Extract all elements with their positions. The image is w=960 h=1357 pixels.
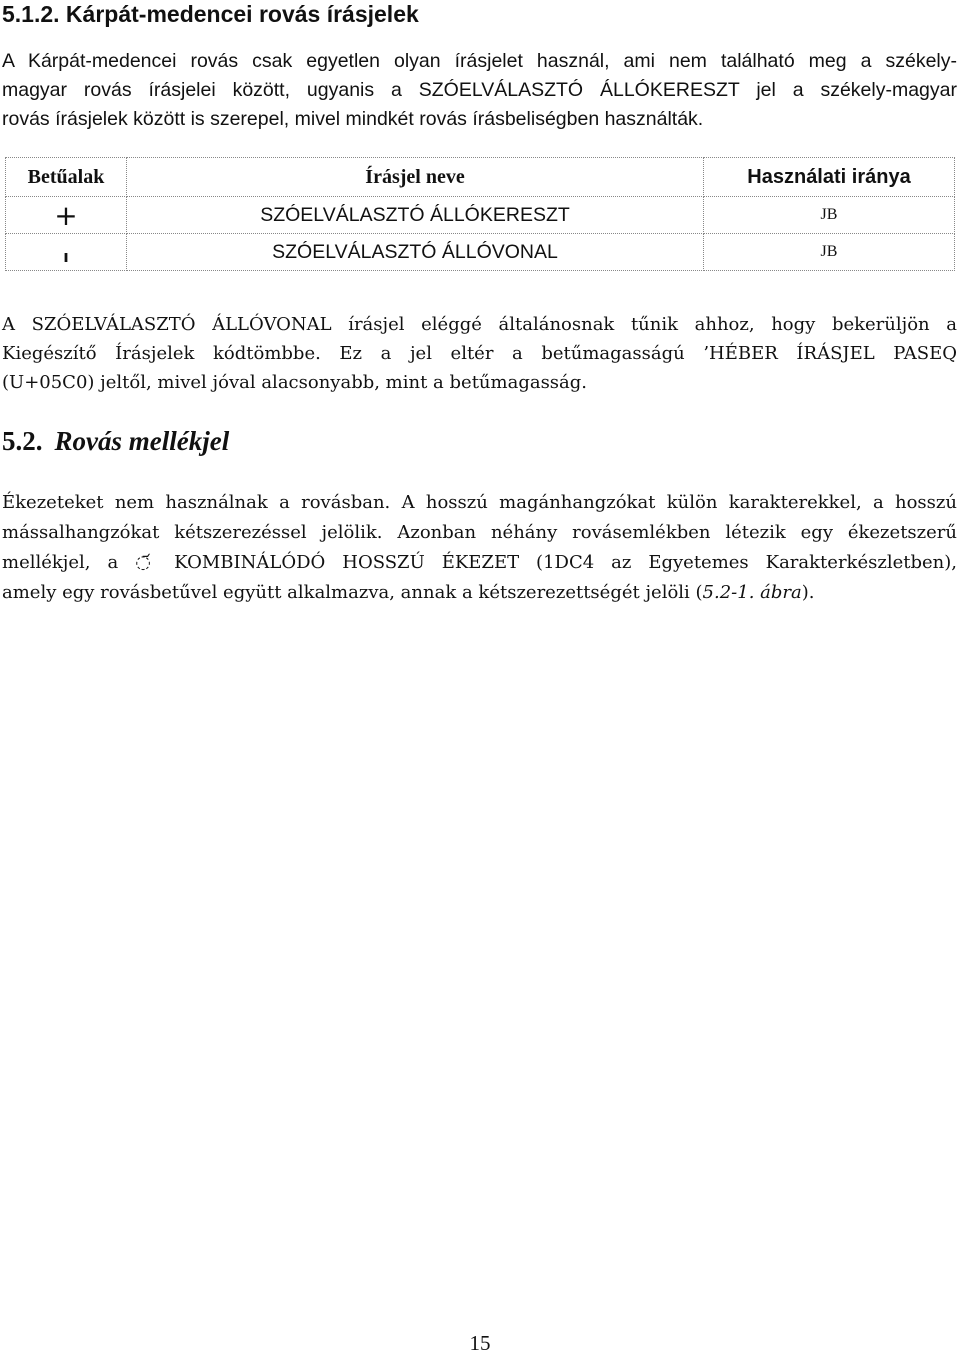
combining-long-accent-glyph: ◌᷄	[135, 552, 158, 573]
paragraph-2	[2, 310, 957, 397]
glyph-name-cell: SZÓELVÁLASZTÓ ÁLLÓVONAL	[127, 234, 704, 271]
paragraph-3-line-3	[2, 548, 957, 578]
page-number: 15	[469, 1331, 491, 1355]
intro-line-2: magyar rovás írásjelei között, ugyanis a SZÓELVÁLASZTÓ ÁLLÓKERESZT jel a székely-magyar	[2, 79, 957, 101]
section-heading: 5.1.2. Kárpát-medencei rovás írásjelek	[2, 1, 419, 27]
direction-cell: JB	[704, 197, 955, 234]
subsection-heading	[2, 426, 229, 457]
intro-line-1: A Kárpát-medencei rovás csak egyetlen olyan írásjelet használ, ami nem található meg a székely-	[2, 50, 957, 72]
intro-paragraph	[2, 47, 957, 134]
header-letterform: Betűalak	[6, 158, 127, 197]
paragraph-2-line-2: Kiegészítő Írásjelek kódtömbbe. Ez a jel eltér a betűmagasságú ’HÉBER ÍRÁSJEL PASEQ	[2, 343, 957, 364]
paragraph-2-line-3: (U+05C0) jeltől, mivel jóval alacsonyabb, mint a betűmagasság.	[2, 372, 588, 393]
line3-after: KOMBINÁLÓDÓ HOSSZÚ ÉKEZET (1DC4 az Egyetemes Karakterkészletben),	[174, 552, 957, 573]
glyph-vertical-bar: ı	[63, 246, 69, 266]
line3-before: mellékjel, a	[2, 552, 119, 573]
glyph-cell	[6, 234, 127, 271]
direction-cell: JB	[704, 234, 955, 271]
line4-after: ).	[801, 582, 815, 603]
paragraph-3-line-4	[2, 578, 957, 608]
glyph-table	[5, 157, 955, 271]
paragraph-3	[2, 488, 957, 608]
glyph-cross: +	[6, 197, 127, 234]
glyph-name-cell: SZÓELVÁLASZTÓ ÁLLÓKERESZT	[127, 197, 704, 234]
table-header-row	[6, 158, 955, 197]
line4-before: amely egy rovásbetűvel együtt alkalmazva, annak a kétszerezettségét jelöli (	[2, 582, 703, 603]
subsection-title: Rovás mellékjel	[54, 426, 230, 456]
paragraph-3-line-2: mássalhangzókat kétszerezéssel jelölik. Azonban néhány rovásemlékben létezik egy ékezetszerű	[2, 522, 957, 543]
header-direction: Használati iránya	[704, 158, 955, 197]
paragraph-2-line-1: A SZÓELVÁLASZTÓ ÁLLÓVONAL írásjel eléggé általánosnak tűnik ahhoz, hogy bekerüljön a	[2, 314, 957, 335]
table-row	[6, 197, 955, 234]
paragraph-3-line-1: Ékezeteket nem használnak a rovásban. A hosszú magánhangzókat külön karakterekkel, a hosszú	[2, 492, 957, 513]
figure-reference: 5.2-1. ábra	[702, 582, 802, 603]
table-row	[6, 234, 955, 271]
intro-line-3: rovás írásjelek között is szerepel, mivel mindkét rovás írásbeliségben használták.	[2, 108, 704, 130]
subsection-number: 5.2.	[2, 426, 43, 456]
header-glyph-name: Írásjel neve	[127, 158, 704, 197]
